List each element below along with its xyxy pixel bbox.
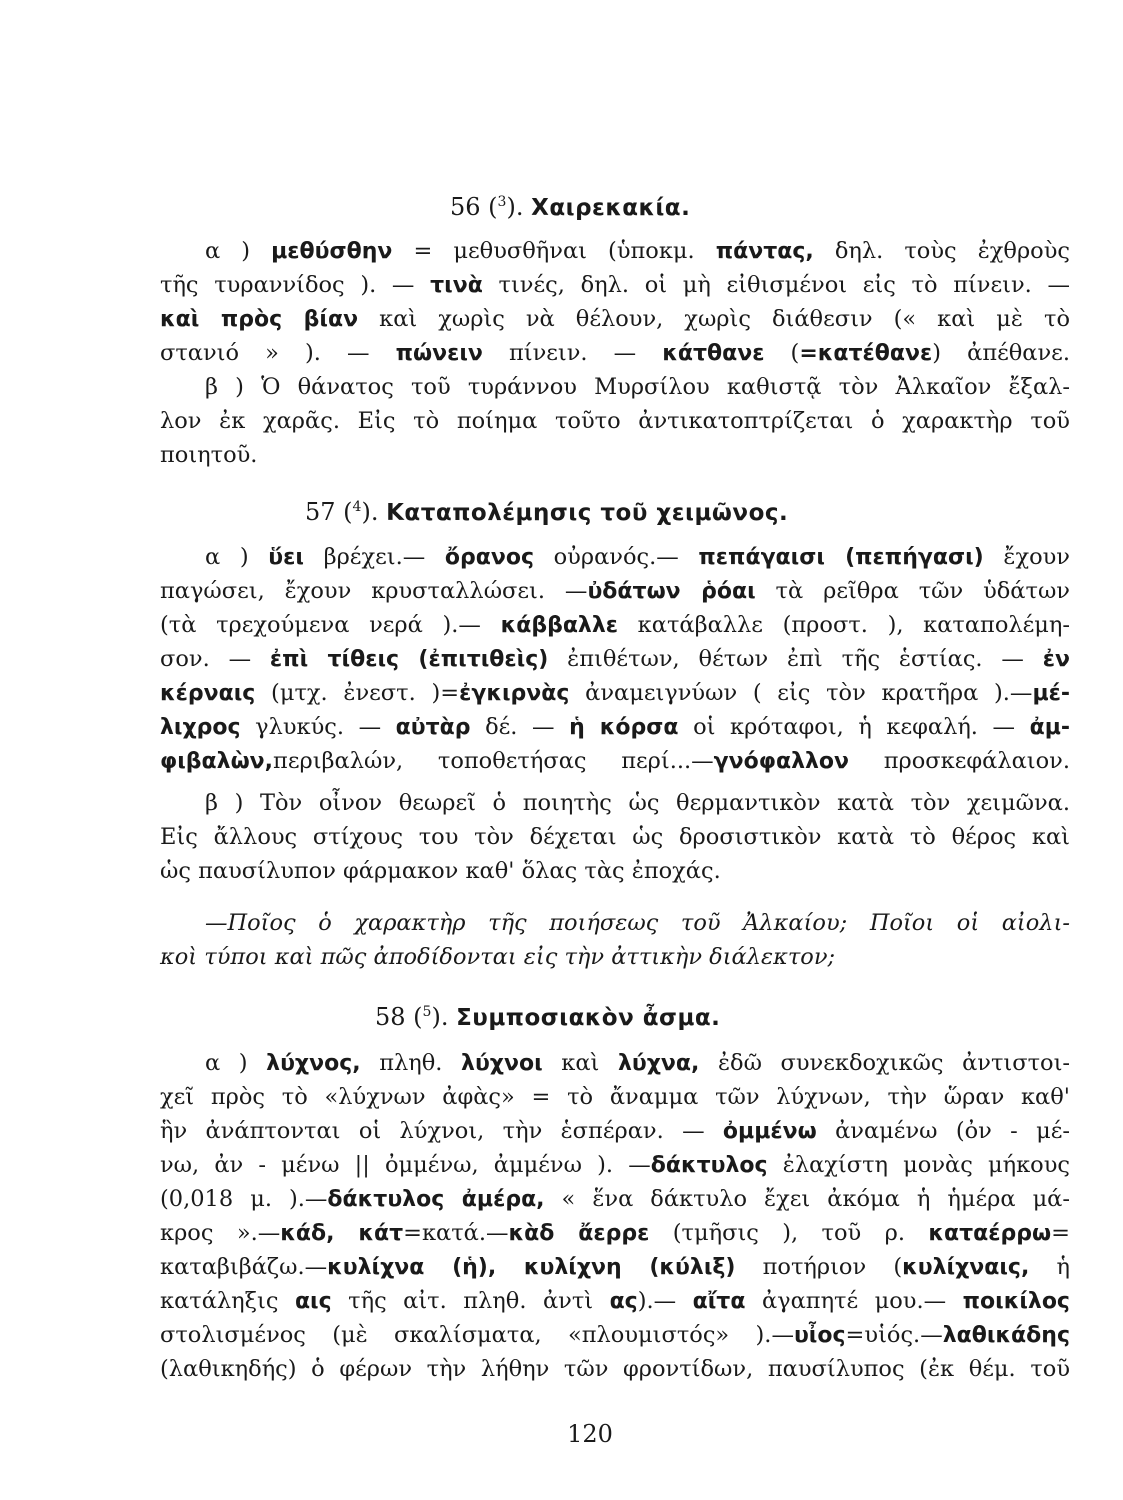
- text-line: παγώσει, ἔχουν κρυσταλλώσει. —ὐδάτων ῥόαι τὰ ρεῖθρα τῶν ὑδάτων: [160, 578, 1070, 604]
- section-heading-56: 56 ($^3$). Χαιρεκακία.: [450, 193, 691, 221]
- text-line: χεῖ πρὸς τὸ «λύχνων ἀφὰς» = τὸ ἄναμμα τῶν λύχνων, τὴν ὥραν καθ': [160, 1084, 1070, 1110]
- text-line: α ) λύχνος, πληθ. λύχνοι καὶ λύχνα, ἐδῶ συνεκδοχικῶς ἀντιστοι-: [205, 1050, 1071, 1076]
- text-line: ὡς παυσίλυπον φάρμακον καθ' ὅλας τὰς ἐποχάς.: [160, 858, 721, 884]
- text-line: κατάληξις αις τῆς αἰτ. πληθ. ἀντὶ ας).— αἴτα ἀγαπητέ μου.— ποικίλος: [160, 1288, 1070, 1314]
- text-line: λιχρος γλυκύς. — αὐτὰρ δέ. — ἡ κόρσα οἱ κρόταφοι, ἡ κεφαλή. — ἀμ-: [160, 714, 1071, 740]
- text-line: ἣν ἀνάπτονται οἱ λύχνοι, τὴν ἑσπέραν. — ὀμμένω ἀναμένω (ὀν - μέ-: [160, 1118, 1070, 1144]
- text-line: στανιό » ). — πώνειν πίνειν. — κάτθανε (=κατέθανε) ἀπέθανε.: [160, 340, 1070, 366]
- page-number: 120: [567, 1420, 613, 1448]
- section-heading-58: 58 ($^5$). Συμποσιακὸν ἆσμα.: [375, 1003, 721, 1031]
- text-line: β ) Τὸν οἶνον θεωρεῖ ὁ ποιητὴς ὡς θερμαντικὸν κατὰ τὸν χειμῶνα.: [205, 790, 1070, 816]
- text-line: κρος ».—κάδ, κάτ=κατά.—κὰδ ἄερρε (τμῆσις ), τοῦ ρ. καταέρρω=: [160, 1220, 1070, 1246]
- text-line: τῆς τυραννίδος ). — τινὰ τινές, δηλ. οἱ μὴ εἰθισμένοι εἰς τὸ πίνειν. —: [160, 272, 1070, 298]
- text-line: (0,018 μ. ).—δάκτυλος ἀμέρα, « ἕνα δάκτυλο ἔχει ἀκόμα ἡ ἡμέρα μά-: [160, 1186, 1070, 1212]
- text-line: Εἰς ἄλλους στίχους του τὸν δέχεται ὡς δροσιστικὸν κατὰ τὸ θέρος καὶ: [160, 824, 1070, 850]
- text-line: (τὰ τρεχούμενα νερά ).— κάββαλλε κατάβαλλε (προστ. ), καταπολέμη-: [160, 612, 1071, 638]
- text-line: σον. — ἐπὶ τίθεις (ἐπιτιθεὶς) ἐπιθέτων, θέτων ἐπὶ τῆς ἑστίας. — ἐν: [160, 646, 1070, 672]
- text-line: α ) ὕει βρέχει.— ὄρανος οὐρανός.— πεπάγαισι (πεπήγασι) ἔχουν: [205, 544, 1070, 570]
- text-line: α ) μεθύσθην = μεθυσθῆναι (ὑποκμ. πάντας, δηλ. τοὺς ἐχθροὺς: [205, 238, 1071, 264]
- text-line: νω, ἀν - μένω || ὀμμένω, ἀμμένω ). —δάκτυλος ἐλαχίστη μονὰς μήκους: [160, 1152, 1070, 1178]
- section-heading-57: 57 ($^4$). Καταπολέμησις τοῦ χειμῶνος.: [305, 498, 789, 526]
- text-line: β ) Ὁ θάνατος τοῦ τυράννου Μυρσίλου καθιστᾷ τὸν Ἀλκαῖον ἔξαλ-: [205, 374, 1070, 400]
- text-line: καὶ πρὸς βίαν καὶ χωρὶς νὰ θέλουν, χωρὶς διάθεσιν (« καὶ μὲ τὸ: [160, 306, 1070, 332]
- question-line: —Ποῖος ὁ χαρακτὴρ τῆς ποιήσεως τοῦ Ἀλκαίου; Ποῖοι οἱ αἰολι-: [205, 910, 1070, 936]
- text-line: λον ἐκ χαρᾶς. Εἰς τὸ ποίημα τοῦτο ἀντικατοπτρίζεται ὁ χαρακτὴρ τοῦ: [160, 408, 1070, 434]
- text-line: ποιητοῦ.: [160, 442, 258, 468]
- text-line: (λαθικηδής) ὁ φέρων τὴν λήθην τῶν φροντίδων, παυσίλυπος (ἐκ θέμ. τοῦ: [160, 1356, 1070, 1382]
- text-line: καταβιβάζω.—κυλίχνα (ἡ), κυλίχνη (κύλιξ) ποτήριον (κυλίχναις, ἡ: [160, 1254, 1070, 1280]
- text-line: στολισμένος (μὲ σκαλίσματα, «πλουμιστός» ).—υἶος=υἱός.—λαθικάδης: [160, 1322, 1070, 1348]
- question-line: κοὶ τύποι καὶ πῶς ἀποδίδονται εἰς τὴν ἀττικὴν διάλεκτον;: [160, 944, 836, 970]
- text-line: φιβαλὼν,περιβαλών, τοποθετήσας περί...—γνόφαλλον προσκεφάλαιον.: [160, 748, 1070, 774]
- text-line: κέρναις (μτχ. ἐνεστ. )=ἐγκιρνὰς ἀναμειγνύων ( εἰς τὸν κρατῆρα ).—μέ-: [160, 680, 1071, 706]
